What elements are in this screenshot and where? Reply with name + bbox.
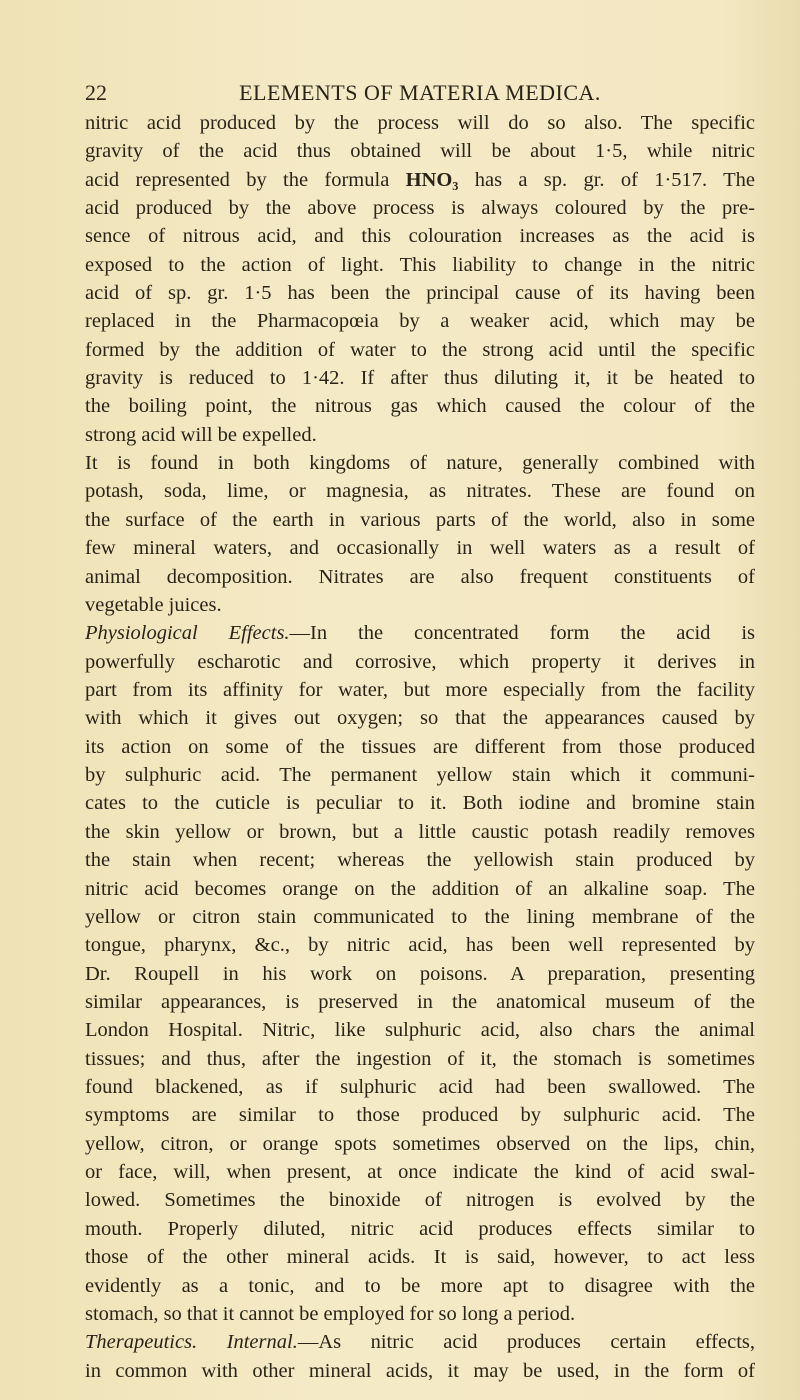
text-line: [85, 137, 755, 165]
text-segment: London Hospital. Nitric, like sulphuric acid, also chars the animal: [85, 1019, 755, 1042]
text-line: [85, 251, 755, 279]
text-line: [85, 392, 755, 420]
text-line: [85, 336, 755, 364]
text-line: [85, 846, 755, 874]
text-line: [85, 534, 755, 562]
text-line: [85, 194, 755, 222]
text-line: [85, 676, 755, 704]
text-segment: replaced in the Pharmacopœia by a weaker acid, which may be: [85, 310, 755, 333]
text-line: [85, 1016, 755, 1044]
text-line: [85, 1158, 755, 1186]
text-segment: mouth. Properly diluted, nitric acid produces effects similar to: [85, 1217, 755, 1240]
text-segment: few mineral waters, and occasionally in well waters as a result of: [85, 537, 755, 560]
text-line: [85, 279, 755, 307]
text-segment: found blackened, as if sulphuric acid had been swallowed. The: [85, 1076, 755, 1099]
text-segment: lowed. Sometimes the binoxide of nitrogen is evolved by the: [85, 1189, 755, 1212]
text-segment: yellow or citron stain communicated to the lining membrane of the: [85, 905, 755, 928]
text-line: [85, 477, 755, 505]
page-header: [85, 80, 755, 110]
text-line: [85, 704, 755, 732]
text-segment: the surface of the earth in various parts of the world, also in some: [85, 508, 755, 531]
text-line: [85, 109, 755, 137]
text-line: [85, 988, 755, 1016]
text-segment: tissues; and thus, after the ingestion of it, the stomach is sometimes: [85, 1047, 755, 1070]
text-line: [85, 449, 755, 477]
text-line: [85, 1045, 755, 1073]
text-line: [85, 1073, 755, 1101]
text-segment: by sulphuric acid. The permanent yellow stain which it communi-: [85, 764, 755, 787]
text-segment: nitric acid becomes orange on the addition of an alkaline soap. The: [85, 877, 755, 900]
text-line: [85, 789, 755, 817]
text-segment: It is found in both kingdoms of nature, generally combined with: [85, 452, 755, 475]
text-segment: stomach, so that it cannot be employed for so long a period.: [85, 1302, 576, 1325]
text-segment: evidently as a tonic, and to be more apt to disagree with the: [85, 1274, 755, 1297]
text-segment: Dr. Roupell in his work on poisons. A preparation, presenting: [85, 962, 755, 985]
text-line: [85, 506, 755, 534]
chemical-formula: HNO₃: [405, 168, 459, 191]
text-line: [85, 931, 755, 959]
text-segment: vegetable juices.: [85, 593, 222, 616]
text-segment: cates to the cuticle is peculiar to it. Both iodine and bromine stain: [85, 792, 755, 815]
text-line: [85, 1272, 755, 1300]
text-line: [85, 1243, 755, 1271]
text-line: [85, 421, 755, 449]
text-segment: —As nitric acid produces certain effects,: [297, 1331, 755, 1354]
text-line: [85, 307, 755, 335]
italic-heading: Therapeutics. Internal.: [85, 1331, 298, 1354]
text-segment: the stain when recent; whereas the yellowish stain produced by: [85, 849, 755, 872]
text-segment: acid of sp. gr. 1·5 has been the principal cause of its having been: [85, 281, 755, 304]
text-line: [85, 1101, 755, 1129]
text-segment: similar appearances, is preserved in the anatomical museum of the: [85, 990, 755, 1013]
text-line: [85, 1186, 755, 1214]
text-line: [85, 1328, 755, 1356]
italic-heading: Physiological Effects.: [85, 622, 290, 645]
text-segment: powerfully escharotic and corrosive, which property it derives in: [85, 650, 755, 673]
text-line: [85, 364, 755, 392]
text-segment: tongue, pharynx, &c., by nitric acid, has been well represented by: [85, 934, 755, 957]
text-segment: the boiling point, the nitrous gas which caused the colour of the: [85, 395, 755, 418]
text-line: [85, 960, 755, 988]
text-segment: formed by the addition of water to the strong acid until the specific: [85, 338, 755, 361]
text-segment: gravity of the acid thus obtained will be about 1·5, while nitric: [85, 140, 755, 163]
text-segment: exposed to the action of light. This liability to change in the nitric: [85, 253, 755, 276]
text-line: [85, 563, 755, 591]
text-segment: nitric acid produced by the process will do so also. The specific: [85, 111, 755, 134]
text-segment: potash, soda, lime, or magnesia, as nitrates. These are found on: [85, 480, 755, 503]
text-line: [85, 875, 755, 903]
text-segment: yellow, citron, or orange spots sometimes observed on the lips, chin,: [85, 1132, 755, 1155]
text-segment: has a sp. gr. of 1·517. The: [458, 168, 755, 191]
text-segment: animal decomposition. Nitrates are also frequent constituents of: [85, 565, 755, 588]
text-segment: acid produced by the above process is always coloured by the pre-: [85, 196, 755, 219]
text-line: [85, 1130, 755, 1158]
text-line: [85, 761, 755, 789]
text-line: [85, 733, 755, 761]
text-line: [85, 166, 755, 194]
text-line: [85, 818, 755, 846]
text-segment: sence of nitrous acid, and this colouration increases as the acid is: [85, 225, 755, 248]
text-line: [85, 1357, 755, 1385]
text-line: [85, 591, 755, 619]
text-segment: gravity is reduced to 1·42. If after thus diluting it, it be heated to: [85, 367, 755, 390]
text-line: [85, 1215, 755, 1243]
text-segment: with which it gives out oxygen; so that the appearances caused by: [85, 707, 755, 730]
text-segment: acid represented by the formula: [85, 168, 406, 191]
text-segment: —In the concentrated form the acid is: [289, 622, 756, 645]
text-line: [85, 222, 755, 250]
text-segment: strong acid will be expelled.: [85, 423, 317, 446]
text-segment: its action on some of the tissues are different from those produced: [85, 735, 755, 758]
text-segment: those of the other mineral acids. It is said, however, to act less: [85, 1246, 755, 1269]
text-segment: or face, will, when present, at once indicate the kind of acid swal-: [85, 1161, 755, 1184]
text-line: [85, 619, 755, 647]
text-line: [85, 1300, 755, 1328]
page-number: 22: [85, 80, 107, 105]
text-line: [85, 648, 755, 676]
body-text: [85, 109, 755, 1385]
running-title: ELEMENTS OF MATERIA MEDICA.: [239, 80, 601, 105]
text-segment: symptoms are similar to those produced by sulphuric acid. The: [85, 1104, 755, 1127]
text-segment: in common with other mineral acids, it may be used, in the form of: [85, 1359, 755, 1382]
text-line: [85, 903, 755, 931]
text-segment: the skin yellow or brown, but a little caustic potash readily removes: [85, 820, 755, 843]
text-segment: part from its affinity for water, but more especially from the facility: [85, 679, 755, 701]
